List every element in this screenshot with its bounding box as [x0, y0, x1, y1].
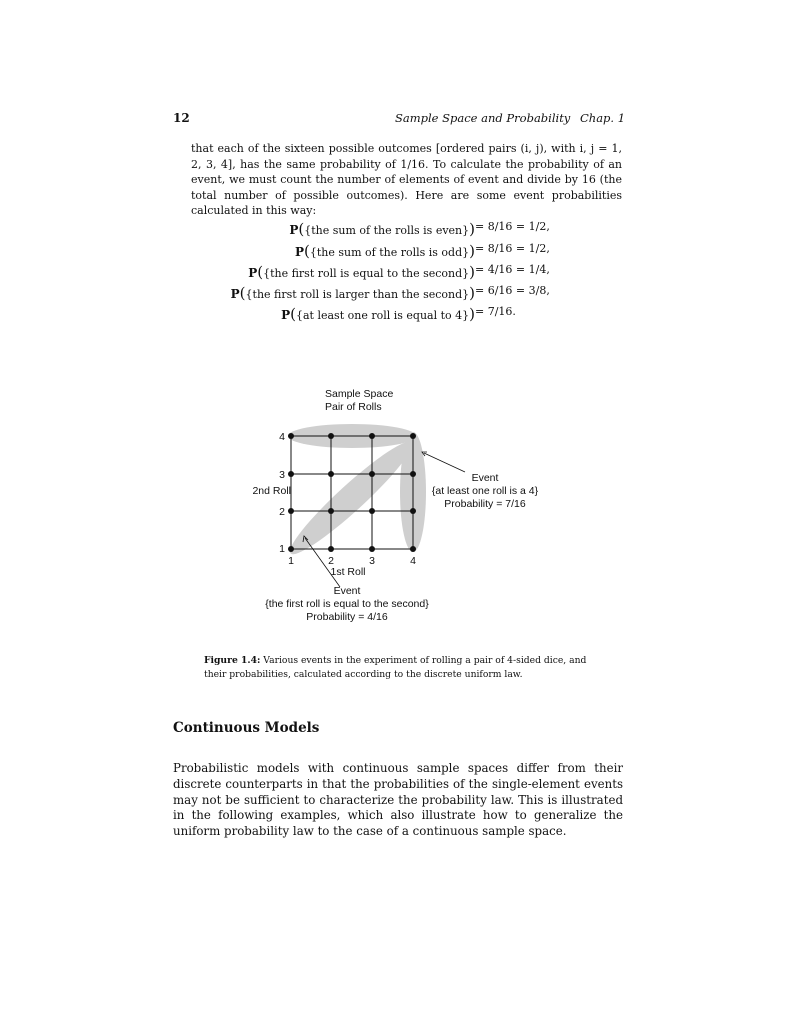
y-tick-1: 1 — [279, 543, 285, 555]
event-right-line3: Probability = 7/16 — [444, 498, 526, 510]
outcome-point — [288, 546, 294, 552]
outcome-point — [410, 433, 416, 439]
x-tick-3: 3 — [369, 555, 375, 567]
figure-title-line2: Pair of Rolls — [325, 401, 382, 413]
body-paragraph: Probabilistic models with continuous sample spaces differ from their discrete counterparts in that the probabilities of the single-element events may not be sufficient to characterize the probability law. This is illustrated in the following examples, which also illustrate how to generalize the uniform probability law to the case of a continuous sample space. — [173, 761, 623, 839]
arrow-right-event — [424, 453, 465, 472]
intro-paragraph: that each of the sixteen possible outcomes [ordered pairs (i, j), with i, j = 1, 2, 3, 4], has the same probability of 1/16. To calculate the probability of an event, we must count the number of elements of event and divide by 16 (the total number of possible outcomes). Here are some event probabilities calculated in this way: — [191, 142, 622, 217]
equation-first-larger: P({the first roll is larger than the second}) — [230, 284, 475, 302]
prob-symbol: P — [289, 223, 299, 237]
running-title: Sample Space and Probability — [395, 111, 571, 125]
arrow-diagonal-event — [305, 538, 340, 587]
chapter-label: Chap. 1 — [580, 111, 626, 125]
equation-rhs: = 8/16 = 1/2, — [475, 220, 550, 233]
outcome-point — [288, 471, 294, 477]
equation-event: {at least one roll is equal to 4} — [295, 309, 470, 322]
y-tick-4: 4 — [279, 431, 285, 443]
prob-symbol: P — [281, 308, 291, 322]
equation-event: {the first roll is equal to the second} — [263, 267, 470, 280]
outcome-point — [328, 546, 334, 552]
outcome-point — [369, 433, 375, 439]
outcome-point — [410, 508, 416, 514]
prob-symbol: P — [294, 245, 304, 259]
equation-rhs: = 7/16. — [475, 305, 516, 318]
y-axis-label: 2nd Roll — [252, 485, 291, 497]
prob-symbol: P — [248, 266, 258, 280]
equation-sum-odd: P({the sum of the rolls is odd}) — [294, 242, 475, 260]
equation-rhs: = 4/16 = 1/4, — [475, 263, 550, 276]
section-heading: Continuous Models — [173, 720, 320, 736]
y-tick-2: 2 — [279, 506, 285, 518]
outcome-point — [369, 546, 375, 552]
outcome-point — [369, 471, 375, 477]
event-right-line2: {at least one roll is a 4} — [431, 485, 539, 497]
event-bottom-line3: Probability = 4/16 — [306, 611, 388, 623]
equation-rhs: = 6/16 = 3/8, — [475, 284, 550, 297]
outcome-point — [410, 546, 416, 552]
x-tick-4: 4 — [410, 555, 416, 567]
equation-event: {the first roll is larger than the second} — [245, 288, 470, 301]
sample-space-figure — [240, 380, 560, 630]
outcome-point — [328, 471, 334, 477]
page-number: 12 — [173, 111, 190, 125]
y-tick-3: 3 — [279, 469, 285, 481]
event-bottom-line1: Event — [333, 585, 361, 597]
prob-symbol: P — [230, 287, 240, 301]
figure-caption — [204, 654, 604, 681]
equation-event: {the sum of the rolls is even} — [304, 224, 470, 237]
outcome-point — [328, 508, 334, 514]
equation-first-equal-second: P({the first roll is equal to the second}) — [248, 263, 475, 281]
x-tick-2: 2 — [328, 555, 334, 567]
event-bottom-line2: {the first roll is equal to the second} — [265, 598, 429, 610]
caption-text: Various events in the experiment of rolling a pair of 4-sided dice, and their probabilities, calculated according to the discrete uniform law. — [204, 655, 587, 680]
outcome-point — [410, 471, 416, 477]
event-right-line1: Event — [471, 472, 499, 484]
outcome-point — [328, 433, 334, 439]
outcome-point — [288, 433, 294, 439]
outcome-point — [369, 508, 375, 514]
x-axis-label: 1st Roll — [330, 566, 366, 578]
equation-rhs: = 8/16 = 1/2, — [475, 242, 550, 255]
equation-at-least-one-4: P({at least one roll is equal to 4}) — [281, 305, 475, 323]
figure-title-line1: Sample Space — [325, 388, 394, 400]
equation-sum-even: P({the sum of the rolls is even}) — [289, 220, 475, 238]
caption-label: Figure 1.4: — [204, 655, 261, 666]
event-diagonal-shade — [282, 433, 420, 563]
equation-event: {the sum of the rolls is odd} — [309, 246, 470, 259]
outcome-point — [288, 508, 294, 514]
x-tick-1: 1 — [288, 555, 294, 567]
